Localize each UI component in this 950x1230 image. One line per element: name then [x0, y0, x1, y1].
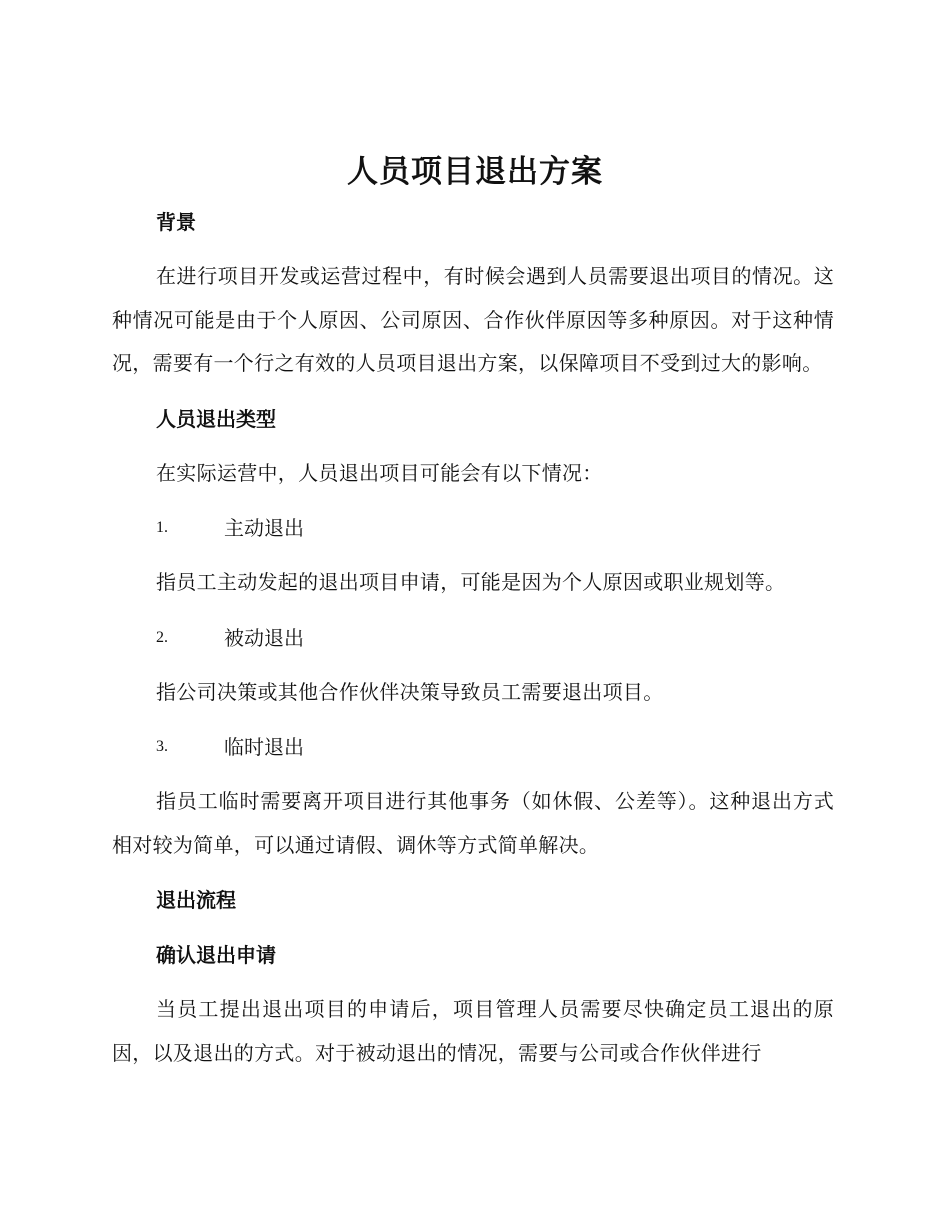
list-item-label: 主动退出 [224, 516, 304, 540]
list-number: 2. [156, 628, 168, 646]
list-number: 3. [156, 738, 168, 755]
page-title: 人员项目退出方案 [347, 154, 603, 190]
list-item [112, 616, 834, 660]
list-item-label: 被动退出 [224, 625, 304, 650]
list-number: 1. [156, 519, 168, 536]
list-item-description: 指员工临时需要离开项目进行其他事务（如休假、公差等）。这种退出方式相对较为简单，可以通过请假、调休等方式简单解决。 [112, 789, 834, 857]
section-heading-exit-process: 退出流程 [156, 888, 236, 912]
paragraph-background: 在进行项目开发或运营过程中，有时候会遇到人员需要退出项目的情况。这种情况可能是由于个人原因、公司原因、合作伙伴原因等多种原因。对于这种情况，需要有一个行之有效的人员项目退出方案，以保障项目不受到过大的影响。 [112, 264, 834, 375]
paragraph-confirm: 当员工提出退出项目的申请后，项目管理人员需要尽快确定员工退出的原因，以及退出的方式。对于被动退出的情况，需要与公司或合作伙伴进行 [112, 997, 834, 1065]
section-heading-background: 背景 [156, 210, 196, 234]
paragraph-types-intro: 在实际运营中，人员退出项目可能会有以下情况： [156, 460, 603, 485]
list-item [112, 506, 834, 550]
section-heading-exit-types: 人员退出类型 [156, 406, 276, 431]
subsection-heading-confirm: 确认退出申请 [156, 943, 276, 967]
list-item [112, 725, 834, 769]
document-body [112, 200, 834, 1075]
list-item-label: 临时退出 [224, 735, 304, 759]
list-item-description: 指公司决策或其他合作伙伴决策导致员工需要退出项目。 [156, 679, 664, 704]
list-item-description: 指员工主动发起的退出项目申请，可能是因为个人原因或职业规划等。 [156, 570, 786, 594]
